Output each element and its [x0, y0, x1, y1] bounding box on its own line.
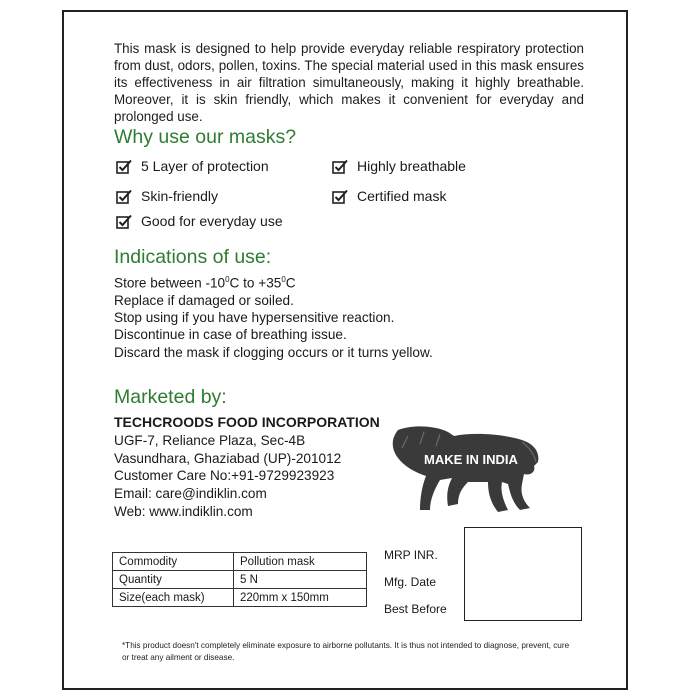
- checkbox-icon: [332, 159, 349, 174]
- feature-item: [116, 188, 218, 204]
- checkbox-icon: [116, 189, 133, 204]
- checkbox-icon: [332, 189, 349, 204]
- storage-text: C: [285, 275, 296, 291]
- lion-silhouette: [393, 426, 539, 512]
- make-in-india-lion-logo: [384, 422, 544, 518]
- table-row: [113, 553, 367, 571]
- spec-label: Size(each mask): [113, 589, 234, 607]
- indications-list: [114, 271, 433, 361]
- spec-label: Commodity: [113, 553, 234, 571]
- spec-value: 220mm x 150mm: [234, 589, 367, 607]
- disclaimer: *This product doesn't completely eliminate exposure to airborne pollutants. It is thus not intended to diagnose, prevent, cure or treat any ailment or disease.: [122, 641, 570, 662]
- indication-line: Stop using if you have hypersensitive reaction.: [114, 310, 395, 326]
- feature-item: [332, 158, 466, 174]
- spec-value: Pollution mask: [234, 553, 367, 571]
- spec-value: 5 N: [234, 571, 367, 589]
- company-block: [114, 414, 380, 521]
- indications-heading: Indications of use:: [114, 246, 272, 268]
- marketed-heading: Marketed by:: [114, 386, 227, 408]
- feature-item: [116, 158, 269, 174]
- spec-label: Quantity: [113, 571, 234, 589]
- checkbox-icon: [116, 214, 133, 229]
- customer-care: Customer Care No:+91-9729923923: [114, 468, 335, 484]
- storage-text: Store between -10: [114, 275, 226, 291]
- feature-label: 5 Layer of protection: [141, 158, 269, 174]
- why-heading: Why use our masks?: [114, 126, 297, 148]
- intro-paragraph: This mask is designed to help provide everyday reliable respiratory protection from dust, odors, pollen, toxins. The special material used in this mask ensures its effectiveness in air filtration simultaneously, making it highly breathable. Moreover, it is skin friendly, which makes it convenient for everyday and prolonged use.: [114, 41, 584, 124]
- price-date-box: [464, 527, 582, 621]
- best-before-label: Best Before: [384, 602, 447, 616]
- company-name: TECHCROODS FOOD INCORPORATION: [114, 414, 380, 430]
- mrp-label: MRP INR.: [384, 548, 438, 562]
- logo-text: MAKE IN INDIA: [424, 452, 518, 467]
- price-labels: [384, 542, 447, 623]
- address-line: Vasundhara, Ghaziabad (UP)-201012: [114, 450, 342, 466]
- feature-label: Certified mask: [357, 188, 447, 204]
- email-line: Email: care@indiklin.com: [114, 486, 267, 502]
- label-panel: [62, 10, 628, 690]
- feature-label: Skin-friendly: [141, 188, 219, 204]
- checkbox-icon: [116, 159, 133, 174]
- address-line: UGF-7, Reliance Plaza, Sec-4B: [114, 432, 306, 448]
- table-row: [113, 571, 367, 589]
- degree-mark: 0: [281, 275, 286, 284]
- web-line: Web: www.indiklin.com: [114, 503, 253, 519]
- indication-line: Discard the mask if clogging occurs or it turns yellow.: [114, 344, 433, 360]
- spec-table: [112, 552, 367, 607]
- storage-line: [114, 271, 433, 292]
- mfg-date-label: Mfg. Date: [384, 575, 437, 589]
- feature-item: [332, 188, 446, 204]
- degree-mark: 0: [225, 275, 230, 284]
- feature-item: [116, 213, 283, 229]
- indication-line: Replace if damaged or soiled.: [114, 292, 294, 308]
- feature-label: Highly breathable: [357, 158, 466, 174]
- feature-label: Good for everyday use: [141, 213, 283, 229]
- indication-line: Discontinue in case of breathing issue.: [114, 327, 347, 343]
- storage-text: C to +35: [229, 275, 282, 291]
- table-row: [113, 589, 367, 607]
